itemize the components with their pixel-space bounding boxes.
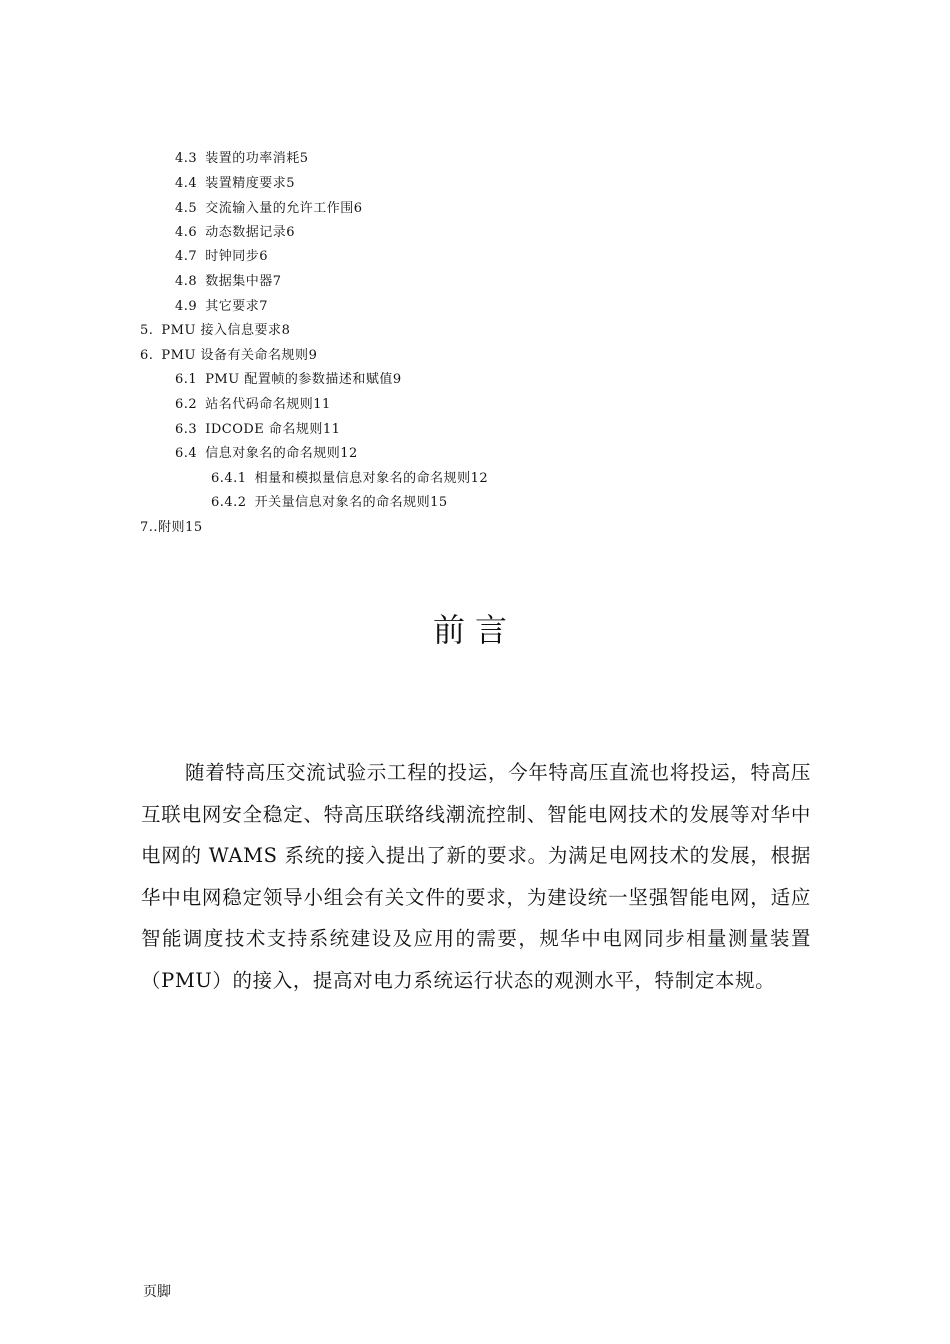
- toc-page: 11: [322, 422, 341, 437]
- toc-number: 4.3: [175, 151, 198, 166]
- toc-entry-7[interactable]: [140, 519, 203, 537]
- toc-entry-6[interactable]: [140, 347, 317, 365]
- toc-entry-4-4[interactable]: [175, 175, 295, 193]
- toc-page: 11: [313, 397, 331, 412]
- toc-page: 15: [430, 495, 448, 510]
- toc-page: 6: [286, 225, 295, 240]
- toc-title: 附则: [158, 520, 186, 535]
- toc-title: 交流输入量的允许工作围: [205, 201, 354, 216]
- toc-title: IDCODE 命名规则: [205, 422, 323, 437]
- toc-entry-6-4[interactable]: [175, 445, 358, 463]
- toc-page: 6: [353, 201, 363, 216]
- toc-entry-4-6[interactable]: [175, 224, 295, 242]
- toc-number: 6.4.1: [211, 471, 247, 486]
- toc-number: 6.3: [175, 422, 198, 437]
- preface-paragraph: 随着特高压交流试验示工程的投运，今年特高压直流也将投运，特高压互联电网安全稳定、特高压联络线潮流控制、智能电网技术的发展等对华中电网的 WAMS 系统的接入提出了新的要求。为满足电网技术的发展，根据华中电网稳定领导小组会有关文件的要求，为建设统一坚强智能电网，适应智能调度技术支持系统建设及应用的需要，规华中电网同步相量测量装置（PMU）的接入，提高对电力系统运行状态的观测水平，特制定本规。: [141, 761, 811, 992]
- page-footer: 页脚: [143, 1284, 171, 1300]
- toc-number: 4.5: [175, 201, 198, 216]
- toc-number: 7..: [140, 520, 159, 535]
- toc-title: 信息对象名的命名规则: [205, 446, 341, 461]
- toc-page: 8: [281, 323, 291, 338]
- toc-page: 5: [286, 176, 295, 191]
- toc-number: 4.9: [175, 299, 198, 314]
- toc-title: 数据集中器: [205, 274, 273, 289]
- toc-title: 动态数据记录: [205, 225, 287, 240]
- toc-title: 装置的功率消耗: [205, 151, 300, 166]
- toc-page: 12: [470, 471, 489, 486]
- toc-entry-6-2[interactable]: [175, 396, 331, 414]
- toc-title: 站名代码命名规则: [205, 397, 314, 412]
- toc-page: 12: [340, 446, 358, 461]
- toc-entry-5[interactable]: [140, 322, 290, 340]
- toc-number: 6.4.2: [211, 495, 247, 510]
- toc-title: 时钟同步: [205, 249, 260, 264]
- toc-number: 5.: [140, 323, 154, 338]
- toc-entry-4-8[interactable]: [175, 273, 281, 291]
- toc-page: 9: [308, 348, 318, 363]
- preface-heading: 前言: [432, 611, 517, 649]
- toc-title: 开关量信息对象名的命名规则: [254, 495, 431, 510]
- toc-page: 7: [259, 299, 268, 314]
- toc-title: 相量和模拟量信息对象名的命名规则: [254, 471, 471, 486]
- toc-title: 装置精度要求: [205, 176, 287, 191]
- toc-entry-6-4-2[interactable]: [211, 494, 448, 512]
- toc-number: 6.: [140, 348, 154, 363]
- toc-page: 9: [392, 372, 402, 387]
- toc-entry-4-3[interactable]: [175, 150, 308, 168]
- toc-entry-4-9[interactable]: [175, 298, 268, 316]
- toc-page: 6: [259, 249, 268, 264]
- toc-number: 4.8: [175, 274, 198, 289]
- toc-entry-4-7[interactable]: [175, 248, 268, 266]
- toc-number: 6.4: [175, 446, 198, 461]
- toc-page: 5: [299, 151, 309, 166]
- toc-number: 4.4: [175, 176, 198, 191]
- toc-title: PMU 接入信息要求: [161, 323, 282, 338]
- toc-entry-4-5[interactable]: [175, 200, 362, 218]
- toc-title: 其它要求: [205, 299, 260, 314]
- toc-title: PMU 设备有关命名规则: [161, 348, 309, 363]
- toc-number: 6.2: [175, 397, 198, 412]
- toc-page: 7: [272, 274, 282, 289]
- toc-number: 4.7: [175, 249, 198, 264]
- toc-entry-6-1[interactable]: [175, 371, 402, 389]
- toc-entry-6-3[interactable]: [175, 421, 340, 439]
- toc-page: 15: [185, 520, 203, 535]
- toc-number: 4.6: [175, 225, 198, 240]
- toc-number: 6.1: [175, 372, 198, 387]
- toc-title: PMU 配置帧的参数描述和赋值: [205, 372, 393, 387]
- toc-entry-6-4-1[interactable]: [211, 470, 488, 488]
